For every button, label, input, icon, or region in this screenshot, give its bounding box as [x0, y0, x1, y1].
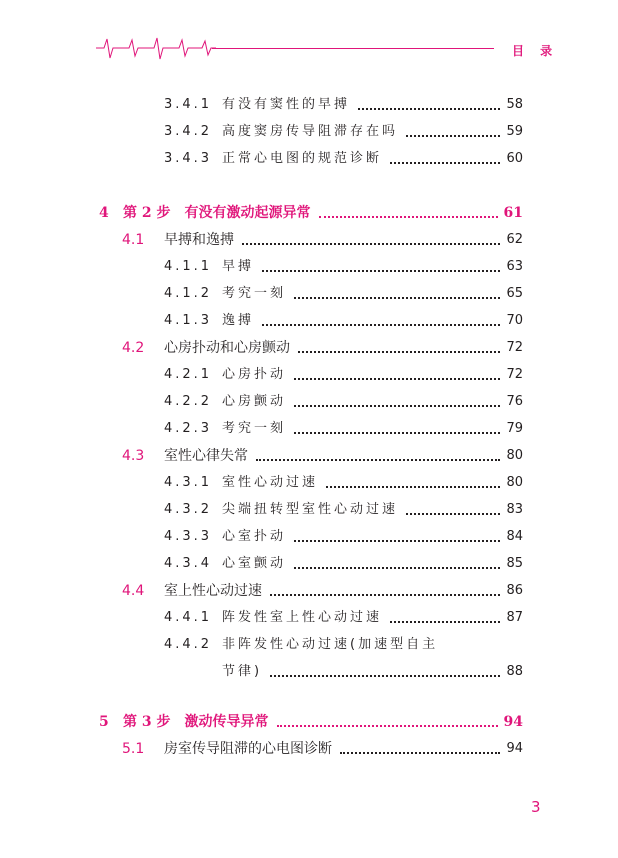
toc-entry-title: 心房颤动 [222, 394, 287, 409]
toc-entry[interactable] [0, 310, 618, 332]
toc-leader-dots [256, 459, 500, 461]
toc-entry-title: 心室扑动 [222, 529, 287, 544]
toc-entry-number: 4.1.1 [164, 259, 213, 274]
toc-entry-number: 4.3.2 [164, 502, 213, 517]
toc-entry-number: 4.1.2 [164, 286, 213, 301]
toc-entry[interactable] [0, 634, 618, 656]
toc-entry-title: 第 3 步 激动传导异常 [123, 714, 269, 730]
toc-entry-page: 86 [506, 583, 523, 598]
toc-entry-page: 94 [503, 714, 523, 730]
toc-entry-number: 3.4.1 [164, 97, 213, 112]
toc-leader-dots [294, 432, 500, 434]
toc-entry-title: 逸搏 [222, 313, 255, 328]
toc-entry-number: 4.3.4 [164, 556, 213, 571]
toc-leader-dots [277, 725, 498, 727]
toc-entry[interactable] [0, 364, 618, 386]
toc-entry-page: 63 [506, 259, 523, 274]
toc-leader-dots [262, 324, 500, 326]
toc-entry[interactable] [0, 738, 618, 760]
toc-entry-title: 心房扑动和心房颤动 [164, 340, 290, 356]
toc-entry-page: 70 [506, 313, 523, 328]
toc-leader-dots [298, 351, 500, 353]
toc-entry[interactable] [0, 445, 618, 467]
toc-entry-page: 83 [506, 502, 523, 517]
toc-entry-number: 3.4.3 [164, 151, 213, 166]
toc-entry-number: 4.3 [122, 448, 145, 464]
toc-leader-dots [270, 594, 500, 596]
toc-entry[interactable] [0, 121, 618, 143]
toc-entry-title: 心房扑动 [222, 367, 287, 382]
toc-leader-dots [319, 216, 498, 218]
toc-entry-number: 4.4 [122, 583, 145, 599]
toc-entry[interactable] [0, 391, 618, 413]
toc-entry-page: 88 [506, 664, 523, 679]
toc-entry-title: 考究一刻 [222, 286, 287, 301]
toc-entry[interactable] [0, 580, 618, 602]
toc-leader-dots [294, 540, 500, 542]
toc-leader-dots [340, 752, 500, 754]
toc-entry-number: 4.2 [122, 340, 145, 356]
toc-entry-title: 早搏和逸搏 [164, 232, 234, 248]
toc-entry-number: 4.2.2 [164, 394, 213, 409]
toc-leader-dots [294, 378, 500, 380]
toc-entry-page: 65 [506, 286, 523, 301]
toc-entry-number: 4.4.1 [164, 610, 213, 625]
toc-entry-title: 节律) [222, 664, 263, 679]
toc-leader-dots [390, 162, 500, 164]
toc-entry-number: 4.1.3 [164, 313, 213, 328]
toc-leader-dots [358, 108, 500, 110]
toc-entry-page: 60 [506, 151, 523, 166]
toc-entry-number: 4.3.3 [164, 529, 213, 544]
toc-entry[interactable] [0, 94, 618, 116]
toc-entry-title: 第 2 步 有没有激动起源异常 [123, 205, 311, 221]
toc-entry-page: 94 [506, 741, 523, 756]
header-rule [212, 48, 494, 49]
toc-entry-title: 有没有窦性的早搏 [222, 97, 351, 112]
toc-entry-title: 室性心动过速 [222, 475, 319, 490]
toc-entry-title: 高度窦房传导阻滞存在吗 [222, 124, 399, 139]
toc-entry[interactable] [0, 553, 618, 575]
toc-leader-dots [326, 486, 500, 488]
toc-entry[interactable] [0, 202, 618, 224]
toc-entry[interactable] [0, 526, 618, 548]
toc-entry-number: 4.1 [122, 232, 145, 248]
toc-entry-page: 80 [506, 448, 523, 463]
toc-entry-number: 3.4.2 [164, 124, 213, 139]
ecg-waveform-icon [96, 36, 216, 62]
toc-entry[interactable] [0, 148, 618, 170]
toc-leader-dots [406, 135, 500, 137]
toc-entry-number: 4.2.3 [164, 421, 213, 436]
toc-entry-page: 62 [506, 232, 523, 247]
toc-leader-dots [294, 405, 500, 407]
toc-leader-dots [262, 270, 500, 272]
toc-leader-dots [294, 567, 500, 569]
toc-entry[interactable] [0, 661, 618, 683]
toc-leader-dots [390, 621, 500, 623]
toc-entry[interactable] [0, 283, 618, 305]
toc-entry[interactable] [0, 472, 618, 494]
toc-leader-dots [270, 675, 500, 677]
toc-entry[interactable] [0, 337, 618, 359]
toc-entry-title: 尖端扭转型室性心动过速 [222, 502, 399, 517]
toc-entry-page: 79 [506, 421, 523, 436]
toc-entry[interactable] [0, 256, 618, 278]
toc-entry-number: 4.2.1 [164, 367, 213, 382]
toc-leader-dots [406, 513, 500, 515]
page-number: 3 [531, 798, 541, 816]
toc-entry[interactable] [0, 499, 618, 521]
toc-entry-page: 61 [503, 205, 523, 221]
toc-entry-title: 心室颤动 [222, 556, 287, 571]
toc-entry-page: 76 [506, 394, 523, 409]
toc-entry-page: 84 [506, 529, 523, 544]
toc-entry-page: 72 [506, 367, 523, 382]
toc-entry-number: 5.1 [122, 741, 145, 757]
toc-entry-title: 室性心律失常 [164, 448, 248, 464]
header-title: 目 录 [512, 44, 559, 58]
toc-leader-dots [242, 243, 500, 245]
toc-entry[interactable] [0, 418, 618, 440]
toc-entry-page: 59 [506, 124, 523, 139]
toc-entry-page: 80 [506, 475, 523, 490]
toc-entry-page: 85 [506, 556, 523, 571]
toc-entry-page: 58 [506, 97, 523, 112]
toc-entry[interactable] [0, 607, 618, 629]
toc-entry-number: 4.4.2 [164, 637, 213, 652]
toc-leader-dots [294, 297, 500, 299]
toc-entry-title: 考究一刻 [222, 421, 287, 436]
toc-entry-page: 72 [506, 340, 523, 355]
toc-entry-title: 室上性心动过速 [164, 583, 262, 599]
toc-entry-number: 4.3.1 [164, 475, 213, 490]
toc-entry-number: 4 [99, 205, 109, 221]
toc-entry[interactable] [0, 711, 618, 733]
toc-entry-title: 阵发性室上性心动过速 [222, 610, 383, 625]
toc-entry[interactable] [0, 229, 618, 251]
toc-entry-title: 正常心电图的规范诊断 [222, 151, 383, 166]
toc-entry-number: 5 [99, 714, 109, 730]
toc-entry-title: 早搏 [222, 259, 255, 274]
toc-entry-page: 87 [506, 610, 523, 625]
toc-entry-title: 非阵发性心动过速(加速型自主 [222, 637, 439, 652]
toc-entry-title: 房室传导阻滞的心电图诊断 [164, 741, 332, 757]
